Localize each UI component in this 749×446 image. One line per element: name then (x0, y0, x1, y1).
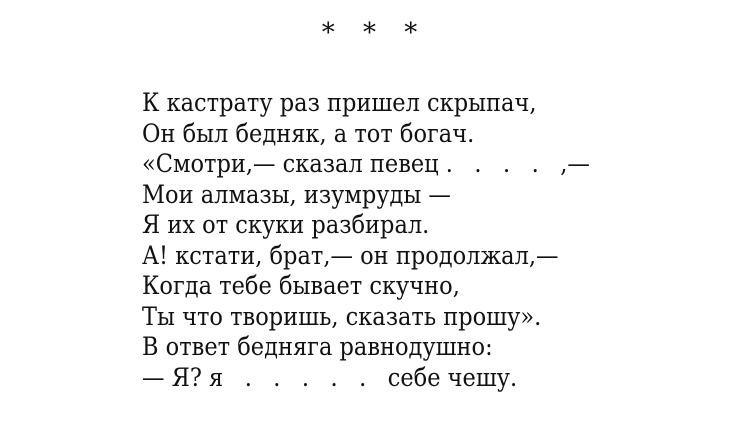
poem-line: Мои алмазы, изумруды — (142, 179, 451, 209)
poem-line: К кастрату раз пришел скрыпач, (142, 88, 537, 117)
poem-line: Он был бедняк, а тот богач. (142, 118, 475, 148)
poem-line: Я их от скуки разбирал. (142, 210, 430, 239)
poem-line: Когда тебе бывает скучно, (142, 271, 460, 300)
poem-line: — Я? я . . . . . себе чешу. (142, 362, 518, 392)
poem-stanza (142, 88, 640, 393)
poem-line: «Смотри,— сказал певец . . . . ,— (142, 149, 590, 178)
section-separator: * * * (321, 18, 428, 48)
poem-line: Ты что творишь, сказать прошу». (142, 301, 542, 331)
poem-line: В ответ бедняга равнодушно: (142, 332, 493, 361)
poem-line: А! кстати, брат,— он продолжал,— (142, 240, 559, 270)
